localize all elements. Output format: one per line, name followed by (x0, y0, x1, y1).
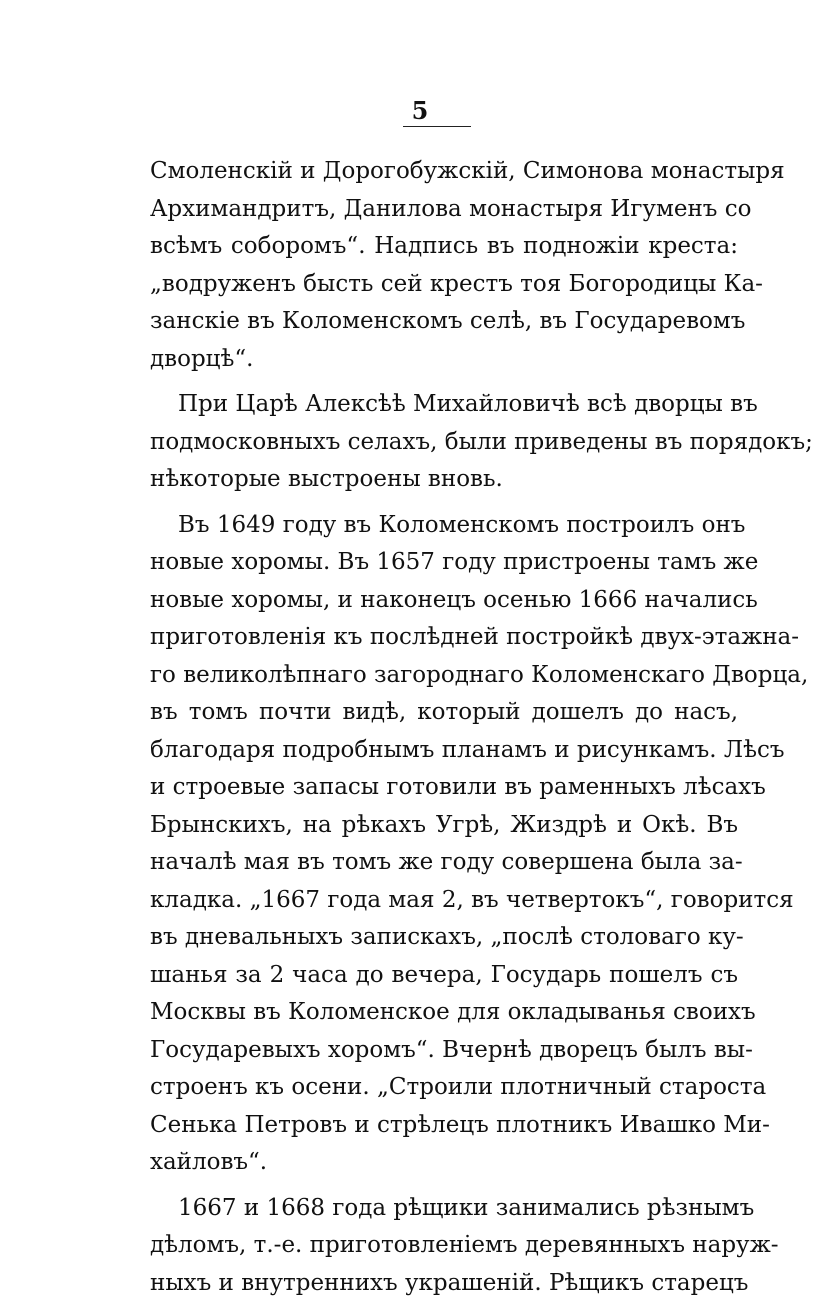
text-line: дворцѣ“. (150, 341, 738, 379)
page-number: 5 (0, 97, 840, 125)
text-line: Смоленскій и Дорогобужскій, Симонова монастыря (150, 153, 738, 191)
text-line: Государевыхъ хоромъ“. Вчернѣ дворецъ былъ вы- (150, 1032, 738, 1070)
text-line: приготовленія къ послѣдней постройкѣ двух-этажна- (150, 619, 738, 657)
page-number-rule (403, 126, 471, 127)
body-text (150, 153, 738, 1302)
text-line: Сенька Петровъ и стрѣлецъ плотникъ Ивашко Ми- (150, 1107, 738, 1145)
text-line: Въ 1649 году въ Коломенскомъ построилъ онъ (150, 507, 738, 545)
text-line: „водруженъ бысть сей крестъ тоя Богородицы Ка- (150, 266, 738, 304)
text-line: подмосковныхъ селахъ, были приведены въ порядокъ; (150, 424, 738, 462)
text-line: При Царѣ Алексѣѣ Михайловичѣ всѣ дворцы въ (150, 386, 738, 424)
paragraph-2 (150, 386, 738, 499)
text-line: и строевые запасы готовили въ раменныхъ лѣсахъ (150, 769, 738, 807)
text-line: кладка. „1667 года мая 2, въ четвертокъ“, говорится (150, 882, 738, 920)
paragraph-4 (150, 1190, 738, 1302)
text-line: Архимандритъ, Данилова монастыря Игуменъ со (150, 191, 738, 229)
text-line: Москвы въ Коломенское для окладыванья своихъ (150, 994, 738, 1032)
text-line: въ томъ почти видѣ, который дошелъ до насъ, (150, 694, 738, 732)
text-line: ныхъ и внутреннихъ украшеній. Рѣщикъ старецъ (150, 1265, 738, 1302)
text-line: 1667 и 1668 года рѣщики занимались рѣзнымъ (150, 1190, 738, 1228)
text-line: шанья за 2 часа до вечера, Государь пошелъ съ (150, 957, 738, 995)
text-line: всѣмъ соборомъ“. Надпись въ подножіи креста: (150, 228, 738, 266)
text-line: го великолѣпнаго загороднаго Коломенскаго Дворца, (150, 657, 738, 695)
paragraph-3 (150, 507, 738, 1182)
text-line: началѣ мая въ томъ же году совершена была за- (150, 844, 738, 882)
text-line: строенъ къ осени. „Строили плотничный староста (150, 1069, 738, 1107)
text-line: Брынскихъ, на рѣкахъ Угрѣ, Жиздрѣ и Окѣ. Въ (150, 807, 738, 845)
text-line: нѣкоторые выстроены вновь. (150, 461, 738, 499)
text-line: новые хоромы. Въ 1657 году пристроены тамъ же (150, 544, 738, 582)
text-line: благодаря подробнымъ планамъ и рисункамъ. Лѣсъ (150, 732, 738, 770)
text-line: новые хоромы, и наконецъ осенью 1666 начались (150, 582, 738, 620)
text-line: хайловъ“. (150, 1144, 738, 1182)
paragraph-1 (150, 153, 738, 378)
text-line: въ дневальныхъ запискахъ, „послѣ столоваго ку- (150, 919, 738, 957)
text-line: дѣломъ, т.-е. приготовленіемъ деревянныхъ наруж- (150, 1227, 738, 1265)
text-line: занскіе въ Коломенскомъ селѣ, въ Государевомъ (150, 303, 738, 341)
